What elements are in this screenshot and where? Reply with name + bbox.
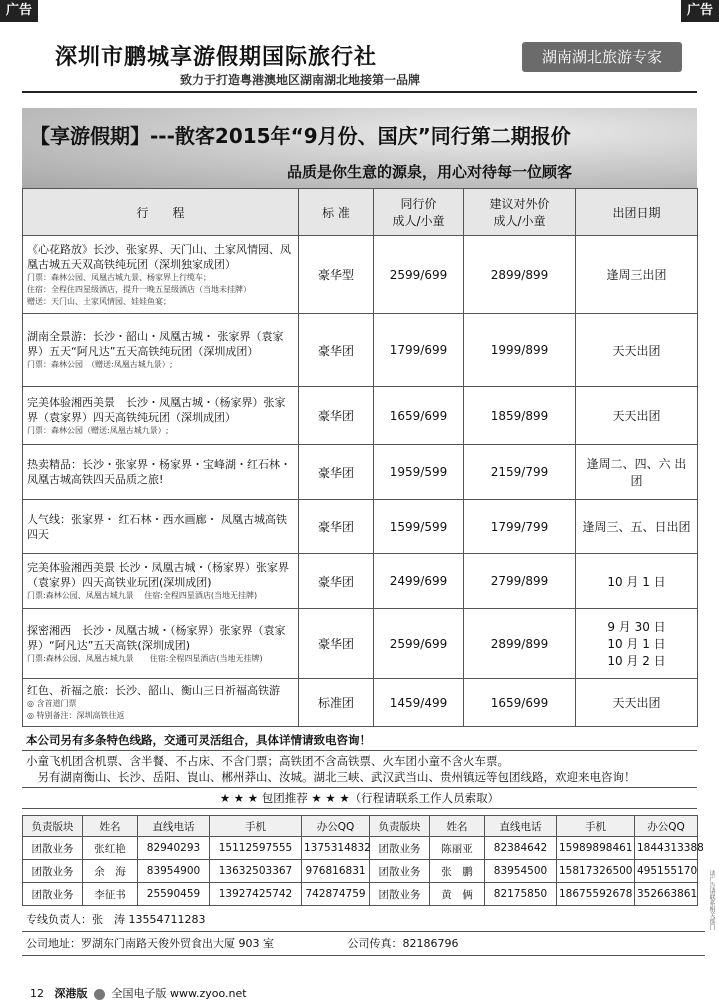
contacts-table: [22, 815, 704, 906]
route-note: ◎ 特别备注：深圳高铁往返: [27, 711, 125, 720]
tour-row: [23, 500, 698, 554]
ad-label-right: 广告: [681, 0, 719, 22]
note-line: 小童飞机团含机票、含半餐、不占床、不含门票；高铁团不含高铁票、火车团小童不含火车票。 另有湖南衡山、长沙、岳阳、崀山、郴州莽山、汝城。湖北三峡、武汉武当山、贵州镇远等包团线路，欢迎来电咨询！: [22, 751, 697, 788]
route-cell: [23, 679, 299, 727]
standard-cell: 豪华团: [299, 314, 374, 387]
route-cell: [23, 500, 299, 554]
retail-price-cell: 1859/899: [464, 387, 576, 445]
contacts-header-cell: 手机: [210, 816, 302, 837]
route-note: 门票：森林公园、凤凰古城九景、杨家界上行缆车；: [27, 272, 211, 282]
company-address: 公司地址：罗湖东门南路天俊外贸食出大厦 903 室: [26, 937, 274, 950]
route-cell: [23, 314, 299, 387]
departure-cell: 天天出团: [576, 314, 698, 387]
route-title: 《心花路放》长沙、张家界、天门山、土家风情园、凤凰古城五天双高铁纯玩团（深圳独家成团）: [27, 242, 291, 271]
contacts-header-cell: 办公QQ: [635, 816, 698, 837]
route-note: ◎ 含首道门票: [27, 699, 77, 708]
route-note: 赠送：天门山、土家风情园、娃娃鱼宴；: [27, 296, 171, 306]
note-line: ★ ★ ★ 包团推荐 ★ ★ ★（行程请联系工作人员索取）: [22, 788, 697, 809]
peer-price-cell: 2599/699: [374, 609, 464, 679]
contact-cell: 495155170: [635, 860, 698, 883]
peer-price-cell: 1959/599: [374, 445, 464, 500]
contact-cell: 83954500: [485, 860, 557, 883]
contact-cell: 李征书: [83, 883, 138, 906]
peer-price-cell: 1459/499: [374, 679, 464, 727]
departure-cell: 10 月 1 日: [576, 554, 698, 609]
header-retail-price: 建议对外价 成人/小童: [464, 189, 576, 236]
route-title: 完美体验湘西美景 长沙・凤凰古城・（杨家界）张家界（袁家界）四天高铁业玩团(深圳成团): [27, 561, 289, 589]
contact-cell: 张红艳: [83, 837, 138, 860]
notes-block: [22, 730, 697, 809]
tour-row: [23, 679, 698, 727]
site-logo-icon: [94, 989, 105, 1000]
contact-cell: 18675592678: [557, 883, 635, 906]
contact-cell: 13632503367: [210, 860, 302, 883]
contacts-header-cell: 办公QQ: [302, 816, 370, 837]
specialty-badge: 湖南湖北旅游专家: [522, 42, 682, 72]
departure-cell: 逢周三、五、日出团: [576, 500, 698, 554]
contact-cell: 黄 俩: [430, 883, 485, 906]
contacts-header-cell: 姓名: [430, 816, 485, 837]
quote-title: 【享游假期】---散客2015年“9月份、国庆”同行第二期报价: [30, 124, 571, 148]
route-note: 门票:森林公园、凤凰古城九景 住宿:全程四星酒店(当地无挂牌): [27, 591, 258, 600]
tour-row: [23, 445, 698, 500]
route-title: 热卖精品：长沙・张家界・杨家界・宝峰湖・红石林・凤凰古城高铁四天品质之旅!: [27, 458, 291, 486]
route-note: 门票:森林公园、凤凰古城九景 住宿:全程四星酒店(当地无挂牌): [27, 653, 263, 663]
peer-price-cell: 2599/699: [374, 236, 464, 314]
contact-cell: 陈丽亚: [430, 837, 485, 860]
company-slogan: 致力于打造粤港澳地区湖南湖北地接第一品牌: [180, 73, 421, 87]
company-fax: 公司传真：82186796: [347, 937, 459, 950]
tour-row: [23, 609, 698, 679]
manager-line: 专线负责人：张 涛 13554711283: [22, 909, 705, 932]
header-divider: [22, 91, 697, 93]
standard-cell: 豪华团: [299, 445, 374, 500]
standard-cell: 豪华型: [299, 236, 374, 314]
route-title: 完美体验湘西美景 长沙・凤凰古城・（杨家界）张家界（袁家界）四天高铁纯玩团（深圳成团）: [27, 395, 286, 424]
ad-label-left: 广告: [0, 0, 38, 22]
header-route: 行 程: [23, 189, 299, 236]
contacts-header-cell: 直线电话: [138, 816, 210, 837]
contact-cell: 15989898461: [557, 837, 635, 860]
standard-cell: 豪华团: [299, 609, 374, 679]
route-cell: [23, 387, 299, 445]
contact-cell: 1375314832: [302, 837, 370, 860]
contact-cell: 团散业务: [370, 883, 430, 906]
peer-price-cell: 1599/599: [374, 500, 464, 554]
company-name: 深圳市鹏城享游假期国际旅行社: [55, 45, 378, 70]
peer-price-cell: 2499/699: [374, 554, 464, 609]
route-note: 门票：森林公园（赠送:凤凰古城九景）;: [27, 425, 169, 435]
route-cell: [23, 445, 299, 500]
peer-price-cell: 1799/699: [374, 314, 464, 387]
route-cell: [23, 609, 299, 679]
retail-price-cell: 2899/899: [464, 609, 576, 679]
contact-cell: 82940293: [138, 837, 210, 860]
contacts-header-row: [23, 816, 698, 837]
route-note: 住宿：全程住四星级酒店，提升一晚五星级酒店（当地未挂牌）: [27, 284, 251, 294]
retail-price-cell: 1999/899: [464, 314, 576, 387]
contact-cell: 团散业务: [23, 837, 83, 860]
site-link[interactable]: 全国电子版 www.zyoo.net: [111, 987, 247, 1000]
contacts-header-cell: 负责版块: [370, 816, 430, 837]
standard-cell: 豪华团: [299, 500, 374, 554]
contacts-header-cell: 直线电话: [485, 816, 557, 837]
contact-cell: 1844313388: [635, 837, 698, 860]
departure-cell: 天天出团: [576, 679, 698, 727]
retail-price-cell: 1659/699: [464, 679, 576, 727]
header-standard: 标 准: [299, 189, 374, 236]
page-number: 12: [30, 987, 44, 1000]
retail-price-cell: 2799/899: [464, 554, 576, 609]
contact-cell: 82175850: [485, 883, 557, 906]
header-departure: 出团日期: [576, 189, 698, 236]
table-header-row: [23, 189, 698, 236]
price-table: [22, 188, 698, 727]
route-title: 探密湘西 长沙・凤凰古城・（杨家界）张家界（袁家界）“阿凡达”五天高铁(深圳成团): [27, 623, 286, 652]
contacts-header-cell: 负责版块: [23, 816, 83, 837]
contact-cell: 团散业务: [370, 860, 430, 883]
contact-cell: 余 海: [83, 860, 138, 883]
contact-cell: 15112597555: [210, 837, 302, 860]
contact-row: [23, 837, 698, 860]
address-line: [22, 933, 705, 956]
page-footer: [30, 985, 247, 1001]
contact-cell: 25590459: [138, 883, 210, 906]
contact-cell: 352663861: [635, 883, 698, 906]
contact-cell: 团散业务: [23, 883, 83, 906]
contacts-header-cell: 手机: [557, 816, 635, 837]
departure-cell: 逢周二、四、六 出 团: [576, 445, 698, 500]
contact-cell: 张 鹏: [430, 860, 485, 883]
quote-subtitle: 品质是你生意的源泉，用心对待每一位顾客: [287, 163, 573, 181]
route-title: 红色、祈福之旅：长沙、韶山、衡山三日祈福高铁游: [27, 684, 280, 697]
side-note: 读广告请联系相关部门: [708, 870, 715, 930]
tour-row: [23, 236, 698, 314]
standard-cell: 豪华团: [299, 387, 374, 445]
tour-row: [23, 554, 698, 609]
retail-price-cell: 1799/799: [464, 500, 576, 554]
contact-row: [23, 883, 698, 906]
header-peer-price: 同行价 成人/小童: [374, 189, 464, 236]
tour-row: [23, 387, 698, 445]
note-line: 本公司另有多条特色线路，交通可灵活组合，具体详情请致电咨询！: [22, 730, 697, 751]
contact-cell: 83954900: [138, 860, 210, 883]
departure-cell: 9 月 30 日 10 月 1 日 10 月 2 日: [576, 609, 698, 679]
contacts-header-cell: 姓名: [83, 816, 138, 837]
route-cell: [23, 236, 299, 314]
peer-price-cell: 1659/699: [374, 387, 464, 445]
contact-cell: 团散业务: [23, 860, 83, 883]
retail-price-cell: 2159/799: [464, 445, 576, 500]
edition-label: 深港版: [54, 987, 88, 1000]
standard-cell: 标准团: [299, 679, 374, 727]
route-note: 门票：森林公园 （赠送:凤凰古城九景）;: [27, 360, 173, 369]
contact-cell: 13927425742: [210, 883, 302, 906]
contact-cell: 976816831: [302, 860, 370, 883]
retail-price-cell: 2899/899: [464, 236, 576, 314]
contact-cell: 82384642: [485, 837, 557, 860]
departure-cell: 天天出团: [576, 387, 698, 445]
contact-row: [23, 860, 698, 883]
departure-cell: 逢周三出团: [576, 236, 698, 314]
tour-row: [23, 314, 698, 387]
route-title: 人气线：张家界・ 红石林・西水画廊・ 凤凰古城高铁四天: [27, 512, 287, 541]
contact-cell: 15817326500: [557, 860, 635, 883]
route-cell: [23, 554, 299, 609]
contact-cell: 团散业务: [370, 837, 430, 860]
route-title: 湖南全景游：长沙・韶山・凤凰古城・ 张家界（袁家界）五天“阿凡达”五天高铁纯玩团（深圳成团）: [27, 330, 284, 358]
contact-cell: 742874759: [302, 883, 370, 906]
standard-cell: 豪华团: [299, 554, 374, 609]
